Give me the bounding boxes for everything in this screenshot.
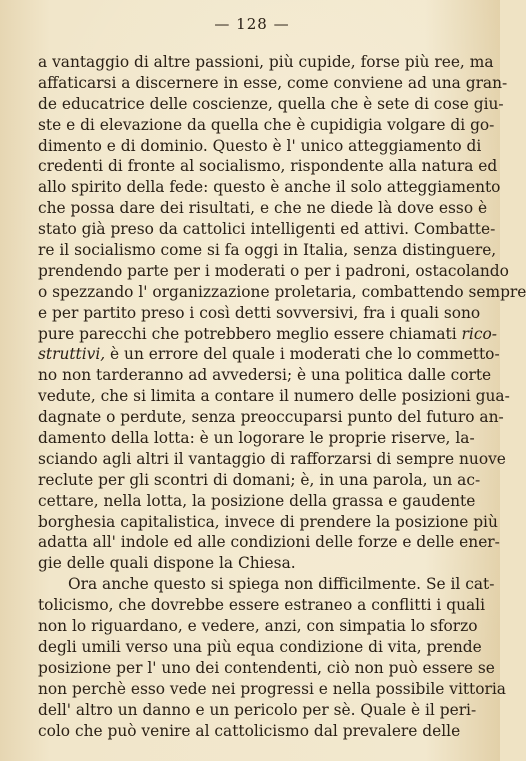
text-line: no non tarderanno ad avvedersi; è una politica dalle corte bbox=[38, 366, 492, 385]
page-number: — 128 — bbox=[214, 15, 290, 33]
text-line: allo spirito della fede: questo è anche il solo atteggiamento bbox=[38, 178, 501, 197]
text-line: e per partito preso i così detti sovversivi, fra i quali sono bbox=[38, 303, 481, 322]
text-line: pure parecchi che potrebbero meglio essere chiamati rico- bbox=[38, 324, 497, 343]
text-line: non lo riguardano, e vedere, anzi, con simpatia lo sforzo bbox=[38, 617, 478, 636]
text-line: damento della lotta: è un logorare le proprie riserve, la- bbox=[38, 429, 475, 448]
text-line: prendendo parte per i moderati o per i padroni, ostacolando bbox=[38, 261, 509, 280]
text-line: sciando agli altri il vantaggio di rafforzarsi di sempre nuove bbox=[38, 449, 506, 468]
text-line: o spezzando l' organizzazione proletaria, combattendo sempre bbox=[38, 282, 526, 301]
text-line: vedute, che si limita a contare il numero delle posizioni gua- bbox=[38, 387, 510, 406]
text-line: tolicismo, che dovrebbe essere estraneo a conflitti i quali bbox=[38, 596, 486, 615]
text-line: borghesia capitalistica, invece di prendere la posizione più bbox=[38, 512, 498, 531]
text-line: a vantaggio di altre passioni, più cupide, forse più ree, ma bbox=[38, 53, 494, 71]
text-line: affaticarsi a discernere in esse, come conviene ad una gran- bbox=[38, 73, 508, 92]
text-line: gie delle quali dispone la Chiesa. bbox=[38, 554, 296, 573]
text-line: dell' altro un danno e un pericolo per sè. Quale è il peri- bbox=[38, 700, 477, 719]
text-line: Ora anche questo si spiega non difficilmente. Se il cat- bbox=[68, 575, 495, 594]
body-text bbox=[38, 52, 526, 741]
text-line: re il socialismo come si fa oggi in Italia, senza distinguere, bbox=[38, 241, 497, 260]
text-line: credenti di fronte al socialismo, rispondente alla natura ed bbox=[38, 157, 498, 176]
text-line: che possa dare dei risultati, e che ne diede là dove esso è bbox=[38, 199, 488, 218]
text-line: dagnate o perdute, senza preoccuparsi punto del futuro an- bbox=[38, 408, 504, 427]
text-line: dimento e di dominio. Questo è l' unico atteggiamento di bbox=[38, 136, 482, 155]
text-line: stato già preso da cattolici intelligenti ed attivi. Combatte- bbox=[38, 220, 496, 239]
text-line: cettare, nella lotta, la posizione della grassa e gaudente bbox=[38, 491, 476, 510]
text-line: adatta all' indole ed alle condizioni delle forze e delle ener- bbox=[38, 533, 500, 552]
text-line: ste e di elevazione da quella che è cupidigia volgare di go- bbox=[38, 115, 495, 134]
text-line: struttivi, è un errore del quale i moderati che lo commetto- bbox=[38, 345, 500, 364]
text-line: reclute per gli scontri di domani; è, in una parola, un ac- bbox=[38, 470, 481, 489]
text-line: de educatrice delle coscienze, quella che è sete di cose giu- bbox=[38, 94, 504, 113]
text-line: degli umili verso una più equa condizione di vita, prende bbox=[38, 637, 482, 656]
text-line: colo che può venire al cattolicismo dal prevalere delle bbox=[38, 721, 461, 740]
text-line: posizione per l' uno dei contendenti, ciò non può essere se bbox=[38, 658, 495, 677]
text-line: non perchè esso vede nei progressi e nella possibile vittoria bbox=[38, 679, 506, 698]
